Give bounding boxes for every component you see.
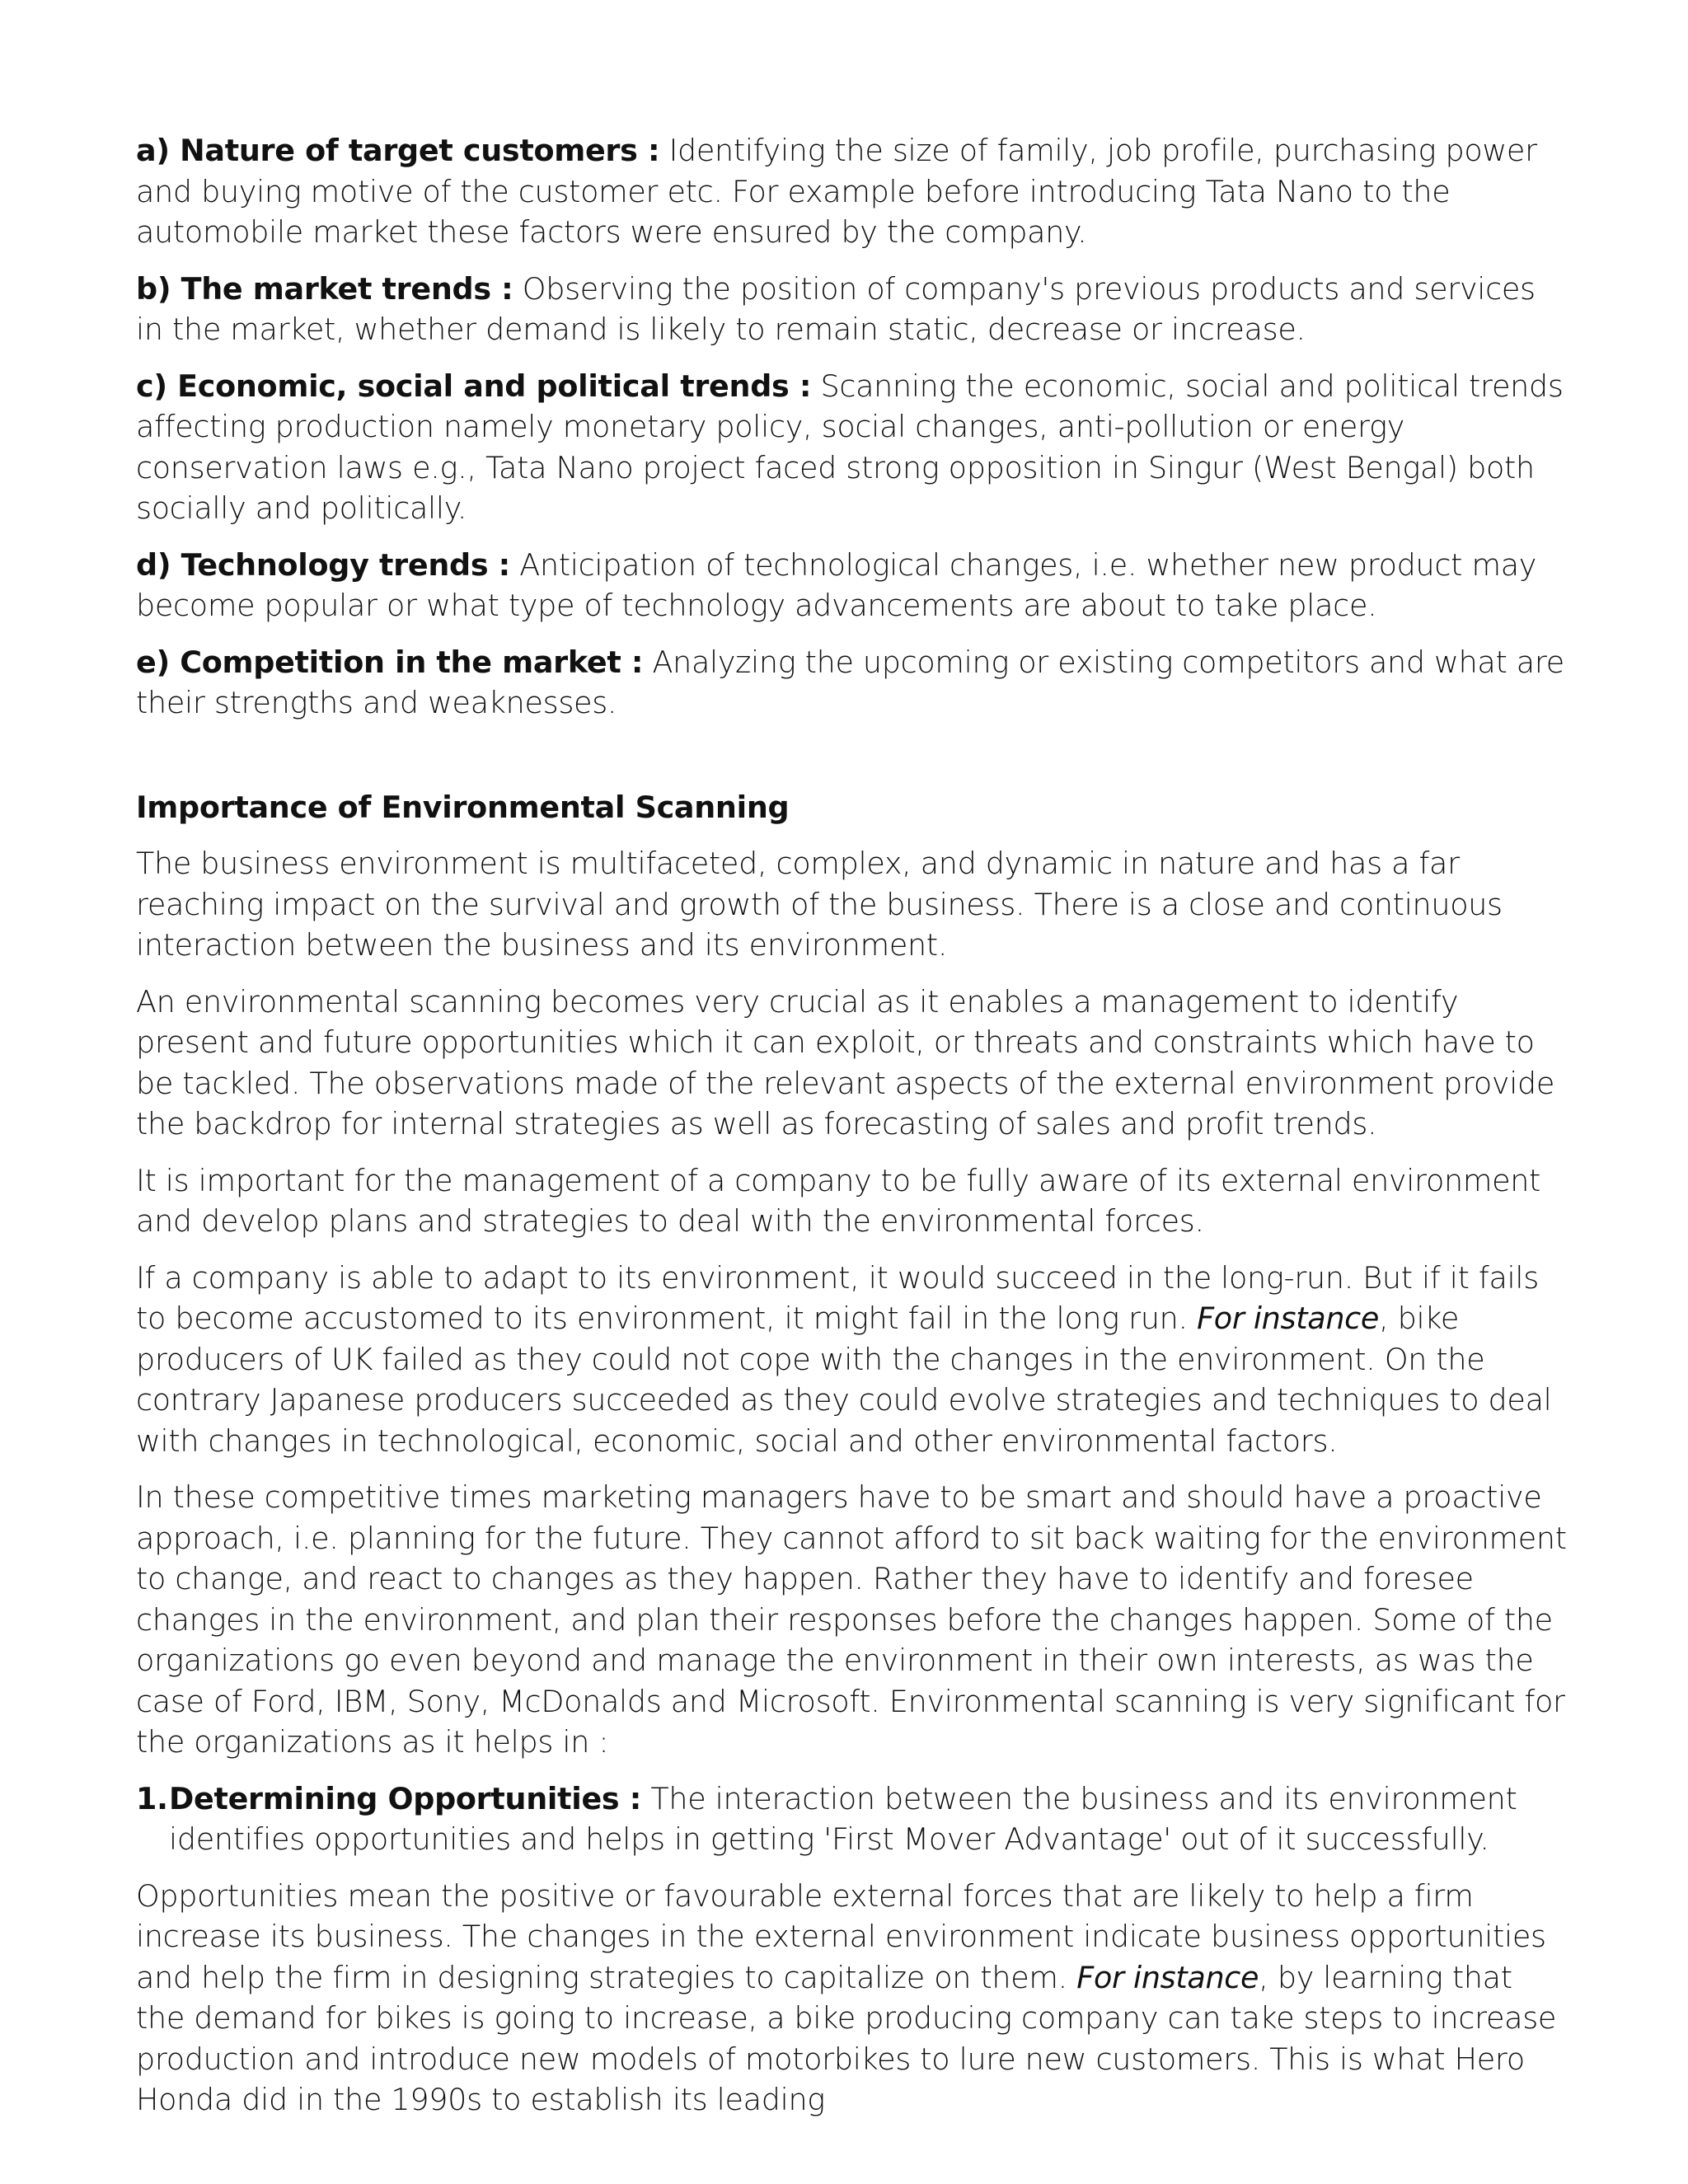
factor-technology-trends: [136, 545, 1570, 626]
factor-economic-social-political-trends: [136, 366, 1570, 529]
numbered-item-determining-opportunities: [136, 1779, 1570, 1860]
factor-term: a) Nature of target customers :: [136, 133, 660, 168]
item-text: The interaction between the business and its environment identifies opportunities and helps in getting 'First Mover Advantage' out of it successfully.: [169, 1780, 1517, 1857]
paragraph: It is important for the management of a company to be fully aware of its external environment and develop plans and strategies to deal with the environmental forces.: [136, 1162, 1541, 1239]
document-page: [136, 130, 1570, 2136]
factor-term: c) Economic, social and political trends :: [136, 368, 812, 404]
factor-text: Identifying the size of family, job profile, purchasing power and buying motive of the customer etc. For example before introducing Tata Nano to the automobile market these factors were ensured by the company.: [136, 133, 1537, 250]
factor-term: e) Competition in the market :: [136, 644, 644, 680]
item-number: 1.: [136, 1780, 168, 1816]
item-term: Determining Opportunities :: [169, 1780, 642, 1816]
paragraph-emphasis: For instance: [1076, 1959, 1259, 1995]
factor-term: d) Technology trends :: [136, 546, 510, 583]
factor-text: Observing the position of company's previous products and services in the market, whether demand is likely to remain static, decrease or increase.: [136, 270, 1536, 347]
factor-term: b) The market trends :: [136, 270, 513, 307]
section-heading: Importance of Environmental Scanning: [136, 789, 790, 825]
factor-competition: [136, 642, 1570, 724]
paragraph-emphasis: For instance: [1197, 1301, 1380, 1336]
paragraph: The business environment is multifaceted, complex, and dynamic in nature and has a far reaching impact on the survival and growth of the business. There is a close and continuous interaction between the business and its environment.: [136, 846, 1503, 963]
factor-text: Scanning the economic, social and political trends affecting production namely monetary policy, social changes, anti-pollution or energy conservation laws e.g., Tata Nano project faced strong opposition in Singur (West Bengal) both socially and politically.: [136, 368, 1564, 526]
factor-market-trends: [136, 269, 1570, 350]
paragraph-text: Opportunities mean the positive or favourable external forces that are likely to help a firm increase its business. The changes in the external environment indicate business opportunities and help the firm in designing strategies to capitalize on them.: [136, 1877, 1546, 1995]
paragraph: An environmental scanning becomes very crucial as it enables a management to identify present and future opportunities which it can exploit, or threats and constraints which have to be tackled. The observations made of the relevant aspects of the external environment provide the backdrop for internal strategies as well as forecasting of sales and profit trends.: [136, 983, 1555, 1141]
item-body: [169, 1779, 1570, 1860]
paragraph: [136, 1258, 1570, 1462]
factor-nature-of-target-customers: [136, 130, 1570, 253]
paragraph: [136, 1876, 1570, 2121]
factor-text: Analyzing the upcoming or existing competitors and what are their strengths and weaknesses.: [136, 644, 1564, 720]
paragraph-text: , bike producers of UK failed as they could not cope with the changes in the environment. On the contrary Japanese producers succeeded as they could evolve strategies and techniques to deal with changes in technological, economic, social and other environmental factors.: [136, 1301, 1552, 1459]
factor-text: Anticipation of technological changes, i.e. whether new product may become popular or what type of technology advancements are about to take place.: [136, 546, 1537, 623]
paragraph-text: , by learning that the demand for bikes is going to increase, a bike producing company can take steps to increase production and introduce new models of motorbikes to lure new customers. This is what Hero Honda did in the 1990s to establish its leading: [136, 1959, 1557, 2117]
paragraph-text: If a company is able to adapt to its environment, it would succeed in the long-run. But if it fails to become accustomed to its environment, it might fail in the long run.: [136, 1259, 1539, 1336]
paragraph: In these competitive times marketing managers have to be smart and should have a proactive approach, i.e. planning for the future. They cannot afford to sit back waiting for the environment to change, and react to changes as they happen. Rather they have to identify and foresee changes in the environment, and plan their responses before the changes happen. Some of the organizations go even beyond and manage the environment in their own interests, as was the case of Ford, IBM, Sony, McDonalds and Microsoft. Environmental scanning is very significant for the organizations as it helps in :: [136, 1479, 1567, 1760]
